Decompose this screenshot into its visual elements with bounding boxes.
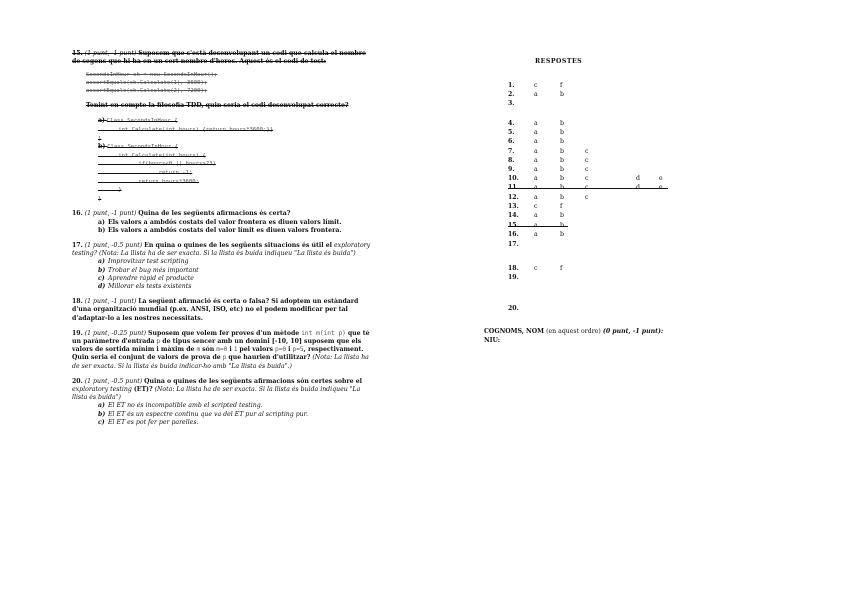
question-17: 17. (1 punt, -0.5 punt) En quina o quines de les següents situacions és útil el exploratory testing? (Nota: La llista ha de ser exacta. Si la llista és buida indiqueu "La llista és buida") a) Improvitzar test scripting b) Trobar el bug més important c) Aprendre ràpid el producte d) Millorar els tests existents [72, 241, 371, 290]
answer-number: 16. [508, 231, 519, 238]
option-a: a) Els valors a ambdós costats del valor frontera es diuen valors límit. [98, 218, 342, 226]
answer-number: 17. [508, 241, 519, 248]
answer-number: 18. [508, 265, 519, 272]
code-line: } [98, 187, 122, 194]
answer-choice[interactable]: c [534, 203, 538, 210]
question-18 [72, 298, 372, 323]
question-text: Suposem que s'està desenvolupant un codi que calcula el nombre de segons que hi ha en un cert nombre d'hores. Aquest és el codi de test: [72, 50, 366, 66]
answer-choice[interactable]: c [585, 148, 589, 155]
answer-choice[interactable]: a [534, 157, 538, 164]
answer-choice[interactable]: b [560, 194, 564, 201]
option-label: a) [98, 117, 105, 125]
answer-choice[interactable]: a [534, 175, 538, 182]
answer-choice[interactable]: d [636, 175, 640, 182]
question-followup: Tenint en compte la filosofia TDD, quin seria el codi desenvolupat correcte? [86, 102, 349, 110]
answer-choice[interactable]: a [534, 129, 538, 136]
answer-number: 5. [508, 129, 515, 136]
question-text: Quina o quines de les següents afirmacions són certes sobre el [144, 377, 362, 385]
answer-choice[interactable]: b [560, 138, 564, 145]
answer-choice[interactable]: f [560, 82, 563, 89]
option-b: b) Trobar el bug més important [98, 266, 199, 274]
answer-number: 8. [508, 157, 515, 164]
answer-choice[interactable]: a [534, 194, 538, 201]
code-line: } [98, 195, 102, 202]
niu-field-label: NIU: [484, 337, 501, 344]
answer-choice[interactable]: c [534, 265, 538, 272]
question-15 [72, 50, 372, 203]
option-b: b) El ET és un espectre continu que va del ET pur al scripting pur. [98, 410, 308, 418]
code-line: return hours*3600; [98, 178, 200, 185]
answer-number: 12. [508, 194, 519, 201]
question-number: 16. [72, 210, 83, 218]
answer-number: 19. [508, 274, 519, 281]
question-number: 18. [72, 298, 83, 306]
answer-choice[interactable]: d [636, 184, 640, 191]
option-a: a) Improvitzar test scripting [98, 258, 189, 266]
answer-choice[interactable]: b [560, 175, 564, 182]
answer-choice[interactable]: b [560, 148, 564, 155]
code-line: Class SecondsInHour { [106, 118, 178, 125]
answer-choice[interactable]: b [560, 222, 564, 229]
answer-choice[interactable]: e [659, 184, 663, 191]
answer-number: 3. [508, 100, 515, 107]
question-note: (Nota: La llista ha de ser exacta. Si la llista és buida indiqueu "La llista és buida") [99, 250, 356, 258]
question-number: 20. [72, 377, 83, 385]
code-line: int Calculate(int hours) { [98, 152, 206, 159]
answer-choice[interactable]: f [560, 203, 563, 210]
answer-choice[interactable]: c [585, 157, 589, 164]
question-20: 20. (1 punt, -0.5 punt) Quina o quines de les següents afirmacions són certes sobre el exploratory testing (ET)? (Nota: La llista ha de ser exacta. Si la llista és buida indiqueu "La llista és buida") a) El ET no és incompatible amb el scripted testing. b) El ET és un espectre continu que va del ET pur al scripting pur. c) El ET es pot fer per parelles. [72, 378, 372, 427]
option-c: c) El ET es pot fer per parelles. [98, 418, 199, 426]
code-line: Class SecondsInHour { [107, 144, 178, 151]
answer-choice[interactable]: b [560, 231, 564, 238]
answer-choice[interactable]: a [534, 91, 538, 98]
answer-number: 10. [508, 175, 519, 182]
answer-choice[interactable]: b [560, 91, 564, 98]
answer-choice[interactable]: a [534, 148, 538, 155]
answer-choice[interactable]: a [534, 231, 538, 238]
option-b: b) Els valors a ambdós costats del valor límit es diuen valors frontera. [98, 226, 342, 234]
answer-choice[interactable]: a [534, 166, 538, 173]
code-line: int Calculate(int hours) {return hours*3600;}} [98, 126, 274, 133]
question-points: (1 punt, -0.25 punt) [84, 329, 147, 337]
answer-choice[interactable]: b [560, 212, 564, 219]
answer-choice[interactable]: b [560, 120, 564, 127]
code-line: assertEquals(sh.Calculate(1), 3600); [86, 80, 208, 86]
answer-number: 20. [508, 305, 519, 312]
answer-choice[interactable]: a [534, 222, 538, 229]
answer-choice[interactable]: b [560, 166, 564, 173]
question-points: (1 punt, -1 punt) [84, 298, 137, 306]
test-code-block [86, 72, 372, 95]
answer-number: 11. [508, 184, 519, 191]
question-points: (1 punt, -1 punt) [84, 50, 137, 57]
answers-title: RESPOSTES [535, 58, 583, 65]
answer-number: 13. [508, 203, 519, 210]
question-note: (Nota: La llista ha de ser exacta. Si la llista és buida indiqueu "La llista és buida") [72, 385, 361, 402]
question-points: (1 punt, -0.5 punt) [84, 241, 143, 249]
question-19: 19. (1 punt, -0.25 punt) Suposem que volem fer proves d'un mètode int m(int p) que té un paràmetre d'entrada p de tipus sencer amb un domini [-10, 10] suposem que els valors de sortida mínim i màxim de m són m=0 i 1 pel valors p=0 i p=5, respectivament. Quin seria el conjunt de valors de prova de p que haurien d'utilitzar? (Nota: La llista ha de ser exacta. Si la llista és buida indicar-ho amb "La llista és buida".) [72, 329, 370, 370]
question-text: La següent afirmació és certa o falsa? Si adoptem un estàndard d'una organització mundial (p.ex. ANSI, ISO, etc) no el podem modificar per tal d'adaptar-lo a les nostres necessitats. [72, 298, 359, 322]
answer-choice[interactable]: c [585, 194, 589, 201]
question-number: 15. [72, 50, 83, 57]
question-note: (Nota: La llista ha de ser exacta. Si la llista és buida indicar-ho amb "La llista és buida".) [72, 354, 369, 370]
answer-choice[interactable]: a [534, 184, 538, 191]
answer-choice[interactable]: a [534, 120, 538, 127]
question-text: Quina de les següents afirmacions és certa? [138, 210, 291, 218]
answer-number: 6. [508, 138, 515, 145]
answer-number: 1. [508, 82, 515, 89]
answer-choice[interactable]: b [560, 129, 564, 136]
answer-choice[interactable]: c [534, 82, 538, 89]
option-label: b) [98, 143, 106, 151]
answer-choice[interactable]: c [585, 184, 589, 191]
answer-choice[interactable]: a [534, 212, 538, 219]
answer-choice[interactable]: b [560, 157, 564, 164]
code-line: SecondsInHour sh = new SecondsInHour(); [86, 72, 218, 79]
answer-number: 9. [508, 166, 515, 173]
answer-choice[interactable]: e [659, 175, 663, 182]
answer-choice[interactable]: c [585, 175, 589, 182]
option-b [98, 143, 372, 203]
answer-choice[interactable]: f [560, 265, 563, 272]
code-line: } [98, 135, 102, 142]
question-points: (1 punt, -0.5 punt) [84, 377, 143, 385]
answer-choice[interactable]: a [534, 138, 538, 145]
answer-choice[interactable]: b [560, 184, 564, 191]
code-line: if(hours<0 || hours>23) [98, 161, 216, 168]
question-number: 19. [72, 329, 83, 337]
option-d: d) Millorar els tests existents [98, 282, 192, 290]
answer-number: 14. [508, 212, 519, 219]
answer-number: 15. [508, 222, 519, 229]
answer-number: 4. [508, 120, 515, 127]
questions-column [72, 50, 372, 434]
name-field-label: COGNOMS, NOM (en aquest ordre) (0 punt, -1 punt): [484, 328, 664, 335]
question-16 [72, 210, 372, 235]
question-number: 17. [72, 241, 83, 249]
code-line: return -1; [98, 169, 193, 176]
question-points: (1 punt, -1 punt) [84, 210, 137, 218]
answer-number: 2. [508, 91, 515, 98]
answer-number: 7. [508, 148, 515, 155]
question-text: En quina o quines de les següents situacions és útil el [144, 241, 333, 249]
option-c: c) Aprendre ràpid el producte [98, 274, 194, 282]
code-line: assertEquals(sh.Calculate(2), 7200); [86, 87, 208, 94]
option-a: a) El ET no és incompatible amb el scripted testing. [98, 402, 263, 410]
answer-choice[interactable]: c [585, 166, 589, 173]
option-a [98, 117, 372, 143]
